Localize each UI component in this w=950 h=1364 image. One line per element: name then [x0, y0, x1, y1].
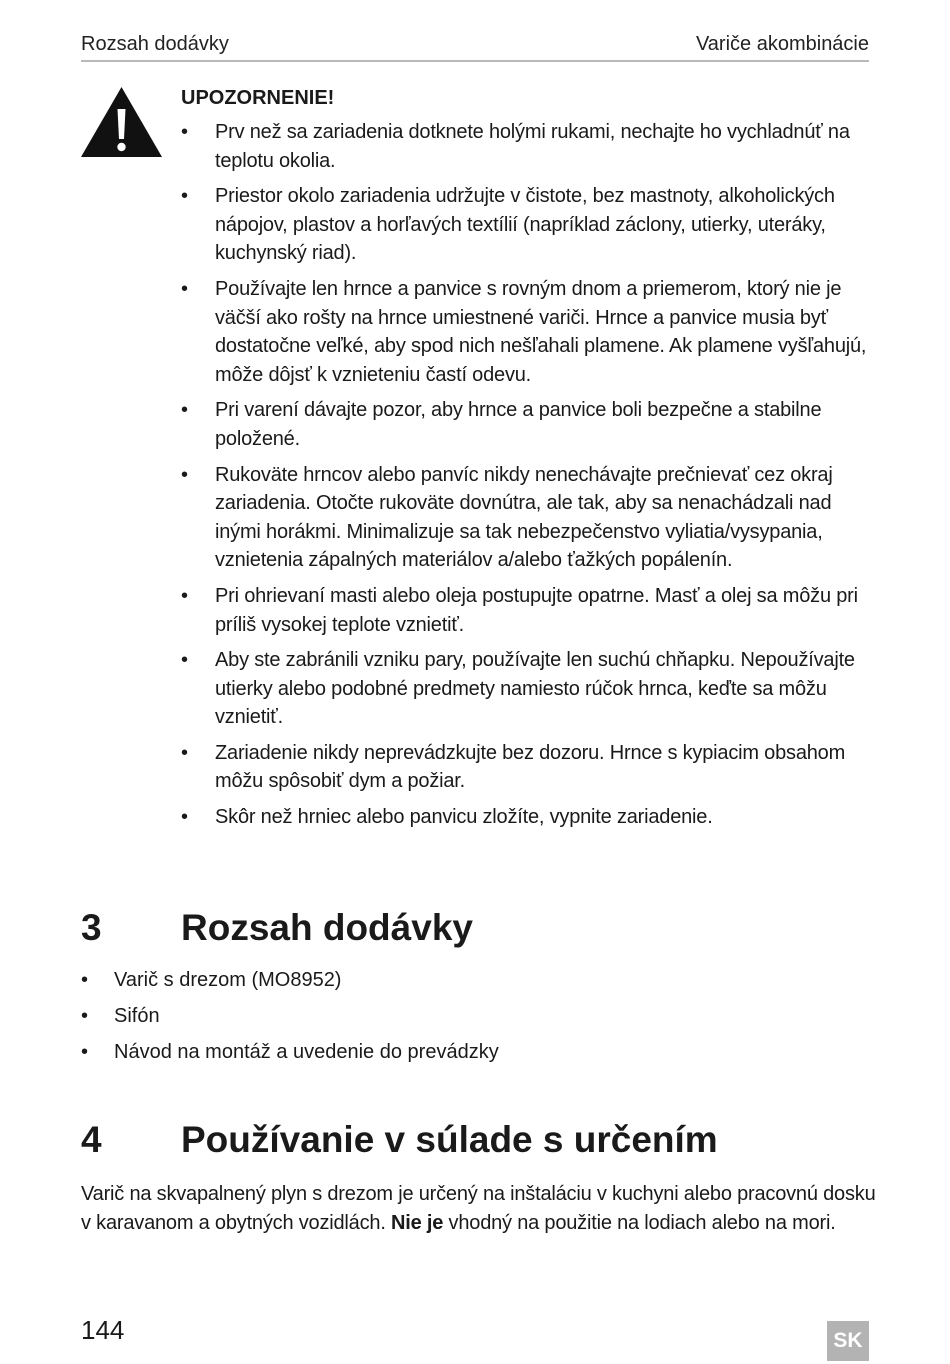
list-item	[81, 1002, 499, 1030]
bullet-icon: •	[181, 399, 188, 422]
bullet-icon: •	[181, 741, 188, 764]
section-3-title: Rozsah dodávky	[181, 907, 473, 948]
bullet-icon: •	[181, 649, 188, 672]
warning-item-text: Skôr než hrniec alebo panvicu zložíte, vypnite zariadenie.	[215, 806, 713, 829]
warning-item	[181, 646, 871, 732]
bullet-icon: •	[181, 584, 188, 607]
warning-item	[181, 739, 871, 796]
header-section-title: Rozsah dodávky	[81, 33, 229, 55]
list-item-text: Varič s drezom (MO8952)	[114, 969, 342, 991]
warning-title: UPOZORNENIE!	[181, 87, 335, 109]
list-item-text: Sifón	[114, 1005, 160, 1027]
page-header	[81, 30, 869, 62]
intended-use-emphasis: Nie je	[391, 1211, 444, 1234]
bullet-icon: •	[81, 969, 89, 991]
page-number: 144	[81, 1315, 125, 1345]
warning-item	[181, 396, 871, 453]
intended-use-text-start: Varič na skvapalnený plyn s drezom je určený na inštaláciu v kuchyni alebo pracovnú dosku v karavanom a obytných vozidlách.	[81, 1183, 876, 1234]
section-3-number: 3	[81, 907, 102, 948]
bullet-icon: •	[81, 1041, 89, 1063]
bullet-icon: •	[181, 277, 188, 300]
section-4-title: Používanie v súlade s určením	[181, 1119, 718, 1160]
list-item	[81, 1038, 499, 1066]
bullet-icon: •	[81, 1005, 89, 1027]
warning-item-text: Prv než sa zariadenia dotknete holými rukami, nechajte ho vychladnúť na teplotu okolia.	[215, 121, 850, 172]
warning-item-text: Aby ste zabránili vzniku pary, používajte len suchú chňapku. Nepoužívajte utierky alebo podobné predmety namiesto rúčok hrnca, keďte sa môžu vznietiť.	[215, 649, 855, 729]
warning-item-text: Zariadenie nikdy neprevádzkujte bez dozoru. Hrnce s kypiacim obsahom môžu spôsobiť dym a požiar.	[215, 741, 846, 793]
warning-list	[181, 118, 871, 839]
warning-item-text: Pri varení dávajte pozor, aby hrnce a panvice boli bezpečne a stabilne položené.	[215, 399, 822, 450]
warning-item	[181, 582, 871, 639]
bullet-icon: •	[181, 806, 188, 829]
warning-item	[181, 461, 871, 575]
section-4-number: 4	[81, 1119, 102, 1160]
header-document-title: Variče akombinácie	[695, 33, 869, 55]
list-item-text: Návod na montáž a uvedenie do prevádzky	[114, 1041, 499, 1063]
list-item	[81, 966, 499, 994]
warning-triangle-icon	[80, 85, 163, 158]
warning-item-text: Pri ohrievaní masti alebo oleja postupujte opatrne. Masť a olej sa môžu pri príliš vysokej teplote vznietiť.	[215, 584, 858, 636]
intended-use-text-end: vhodný na použitie na lodiach alebo na mori.	[443, 1211, 836, 1234]
warning-item-text: Priestor okolo zariadenia udržujte v čistote, bez mastnoty, alkoholických nápojov, plastov a horľavých textílií (napríklad záclony, utierky, uteráky, kuchynský riad).	[215, 185, 835, 265]
warning-item	[181, 118, 871, 175]
warning-item	[181, 275, 871, 389]
delivery-scope-list	[81, 966, 499, 1074]
warning-item	[181, 803, 871, 832]
language-badge: SK	[827, 1321, 869, 1361]
intended-use-paragraph	[81, 1180, 876, 1237]
bullet-icon: •	[181, 121, 188, 143]
warning-item	[181, 182, 871, 268]
warning-item-text: Rukoväte hrncov alebo panvíc nikdy nenechávajte prečnievať cez okraj zariadenia. Otočte rukoväte dovnútra, ale tak, aby sa nenachádzali nad inými horákmi. Minimalizuje sa tak nebezpečenstvo vyliatia/vysypania, vznietenia zápalných materiálov a/alebo ťažkých popálenín.	[215, 463, 833, 572]
warning-item-text: Používajte len hrnce a panvice s rovným dnom a priemerom, ktorý nie je väčší ako rošty na hrnce umiestnené variči. Hrnce a panvice musia byť dostatočne veľké, aby spod nich nešľahali plamene. Ak plamene vyšľahujú, môže dôjsť k vznieteniu častí odevu.	[215, 277, 867, 386]
bullet-icon: •	[181, 185, 188, 208]
bullet-icon: •	[181, 463, 188, 486]
